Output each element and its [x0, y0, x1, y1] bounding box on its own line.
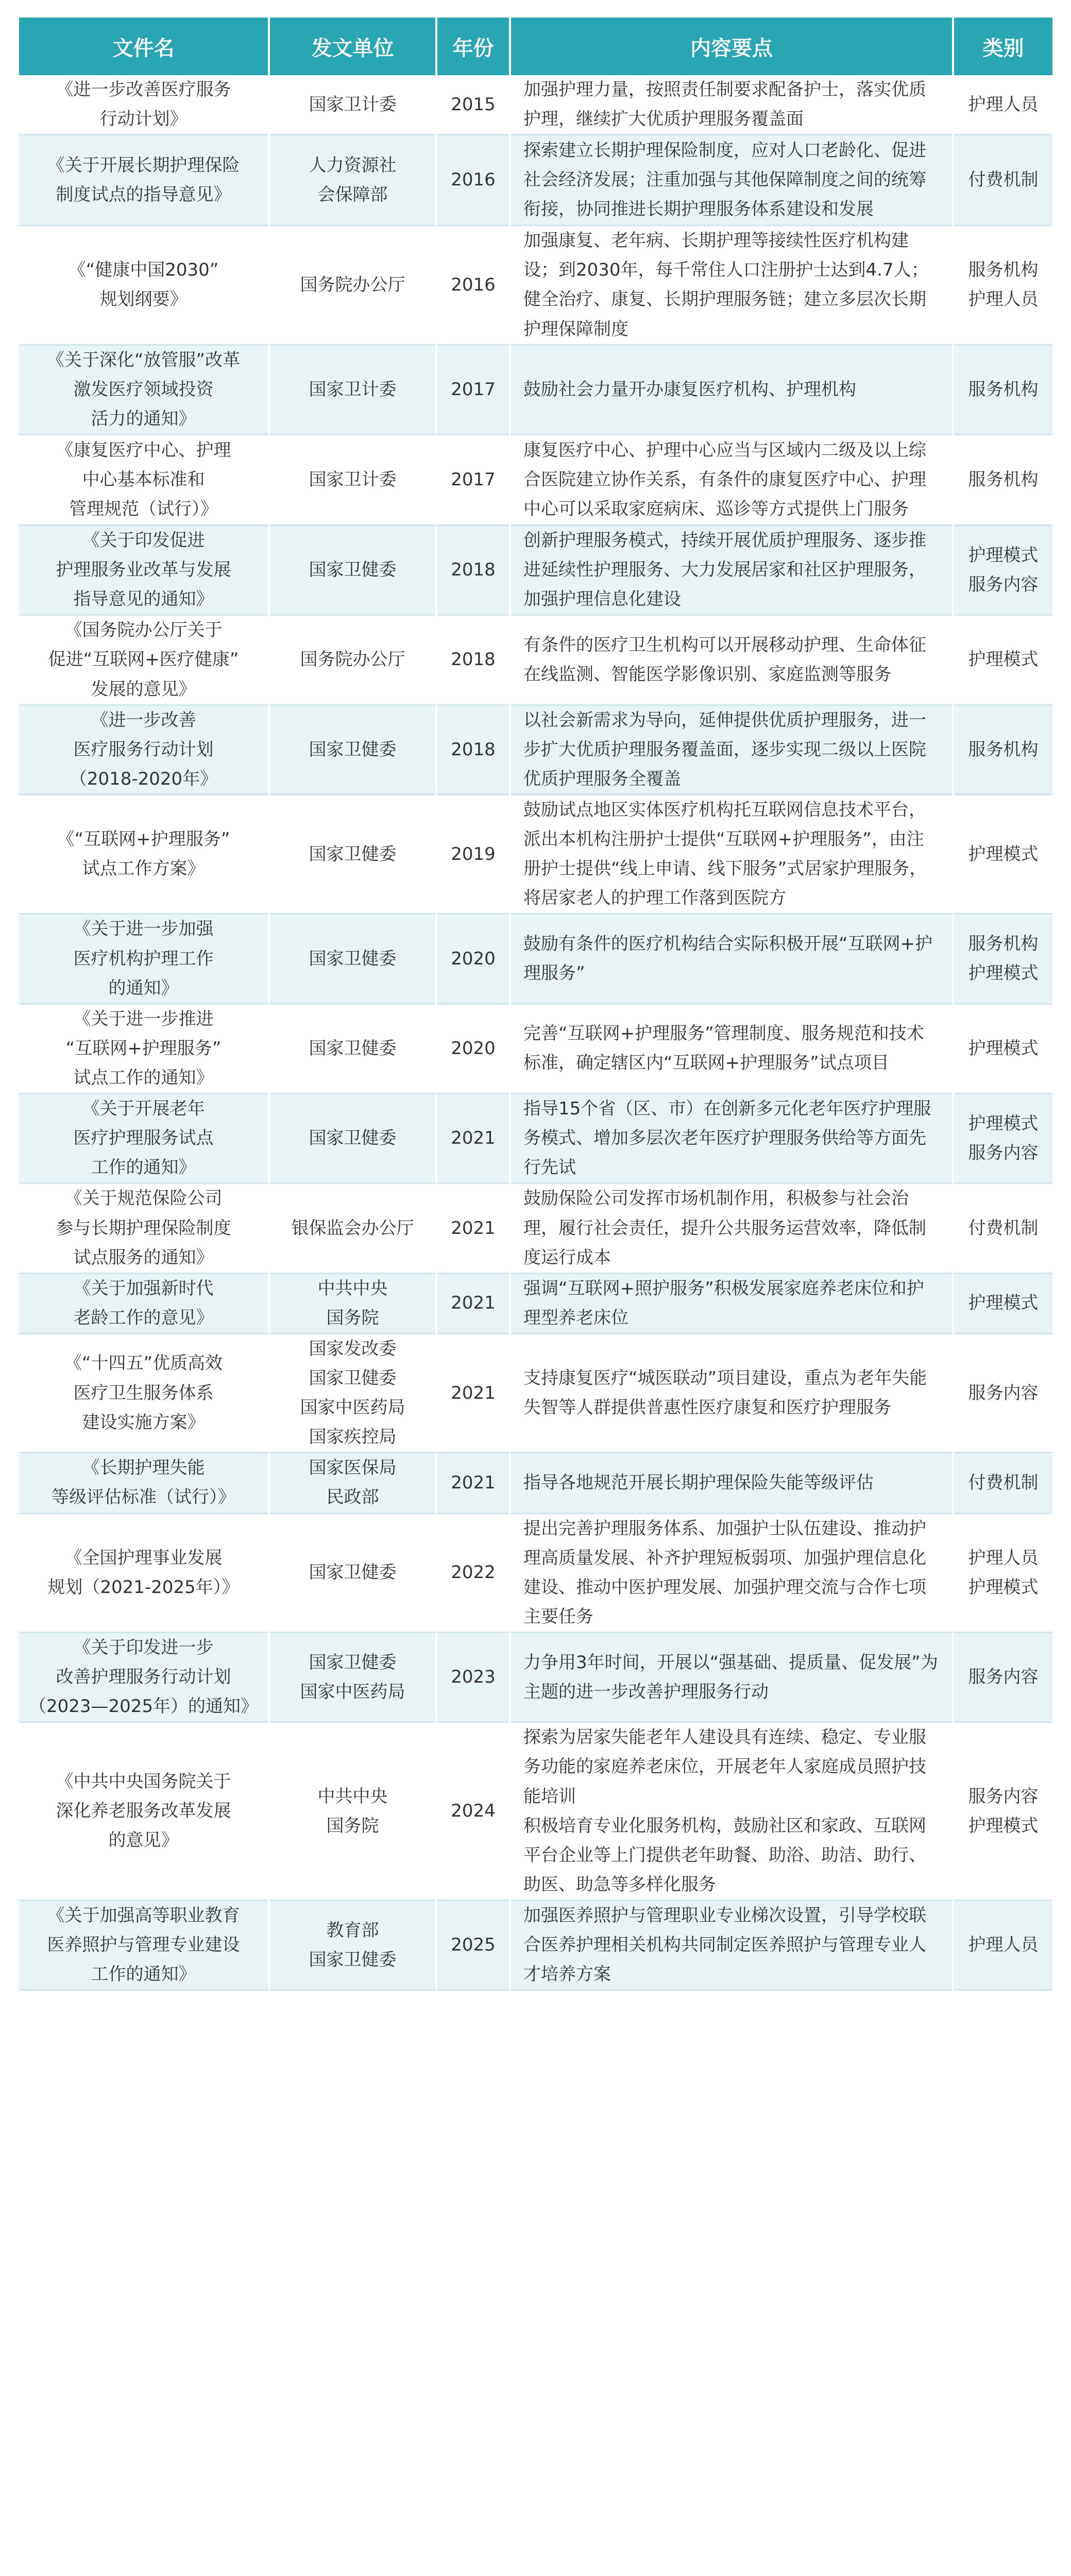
- issuer-cell: 国务院办公厅: [269, 615, 436, 705]
- issuer-cell: 中共中央 国务院: [269, 1722, 436, 1901]
- year-cell: 2021: [436, 1333, 510, 1452]
- year-cell: 2020: [436, 1004, 510, 1093]
- table-row: [19, 434, 1052, 525]
- key-points-cell: 指导15个省（区、市）在创新多元化老年医疗护理服务模式、增加多层次老年医疗护理服务供给等方面先行先试: [510, 1094, 953, 1183]
- category-cell: 护理模式: [953, 615, 1052, 705]
- category-cell: 服务机构: [953, 434, 1052, 525]
- key-points-cell: 探索为居家失能老年人建设具有连续、稳定、专业服务功能的家庭养老床位，开展老年人家庭成员照护技能培训 积极培育专业化服务机构，鼓励社区和家政、互联网平台企业等上门提供老年助餐、助浴、助洁、助行、助医、助急等多样化服务: [510, 1722, 953, 1901]
- table-row: [19, 794, 1052, 913]
- header-key-points: 内容要点: [510, 18, 953, 75]
- category-cell: 护理模式: [953, 794, 1052, 913]
- year-cell: 2016: [436, 135, 510, 226]
- policy-table: [19, 18, 1052, 1991]
- year-cell: 2021: [436, 1453, 510, 1513]
- issuer-cell: 国家卫健委: [269, 525, 436, 615]
- header-category: 类别: [953, 18, 1052, 75]
- issuer-cell: 国家卫健委: [269, 1513, 436, 1632]
- category-cell: 护理人员: [953, 75, 1052, 135]
- key-points-cell: 指导各地规范开展长期护理保险失能等级评估: [510, 1453, 953, 1513]
- file-name-cell: 《全国护理事业发展 规划（2021-2025年）》: [19, 1513, 269, 1632]
- table-row: [19, 1633, 1052, 1722]
- key-points-cell: 加强护理力量，按照责任制要求配备护士，落实优质护理，继续扩大优质护理服务覆盖面: [510, 75, 953, 135]
- category-cell: 护理人员: [953, 1901, 1052, 1990]
- category-cell: 护理模式: [953, 1004, 1052, 1093]
- key-points-cell: 支持康复医疗“城医联动”项目建设，重点为老年失能失智等人群提供普惠性医疗康复和医疗护理服务: [510, 1333, 953, 1452]
- issuer-cell: 银保监会办公厅: [269, 1183, 436, 1273]
- file-name-cell: 《关于进一步推进 “互联网+护理服务” 试点工作的通知》: [19, 1004, 269, 1093]
- category-cell: 服务内容: [953, 1633, 1052, 1722]
- category-cell: 服务内容: [953, 1333, 1052, 1452]
- file-name-cell: 《进一步改善医疗服务 行动计划》: [19, 75, 269, 135]
- file-name-cell: 《关于深化“放管服”改革 激发医疗领域投资 活力的通知》: [19, 345, 269, 434]
- file-name-cell: 《长期护理失能 等级评估标准（试行）》: [19, 1453, 269, 1513]
- table-row: [19, 1722, 1052, 1901]
- file-name-cell: 《进一步改善 医疗服务行动计划 （2018-2020年》: [19, 705, 269, 794]
- category-cell: 服务机构: [953, 345, 1052, 434]
- table-row: [19, 1004, 1052, 1093]
- table-row: [19, 1453, 1052, 1513]
- year-cell: 2021: [436, 1183, 510, 1273]
- file-name-cell: 《关于开展老年 医疗护理服务试点 工作的通知》: [19, 1094, 269, 1183]
- year-cell: 2025: [436, 1901, 510, 1990]
- issuer-cell: 国家卫计委: [269, 345, 436, 434]
- category-cell: 付费机制: [953, 1453, 1052, 1513]
- issuer-cell: 国家卫计委: [269, 434, 436, 525]
- key-points-cell: 强调“互联网+照护服务”积极发展家庭养老床位和护理型养老床位: [510, 1273, 953, 1333]
- year-cell: 2024: [436, 1722, 510, 1901]
- file-name-cell: 《关于加强新时代 老龄工作的意见》: [19, 1273, 269, 1333]
- issuer-cell: 国家卫健委: [269, 705, 436, 794]
- year-cell: 2022: [436, 1513, 510, 1632]
- year-cell: 2018: [436, 615, 510, 705]
- year-cell: 2019: [436, 794, 510, 913]
- year-cell: 2018: [436, 525, 510, 615]
- key-points-cell: 提出完善护理服务体系、加强护士队伍建设、推动护理高质量发展、补齐护理短板弱项、加强护理信息化建设、推动中医护理发展、加强护理交流与合作七项主要任务: [510, 1513, 953, 1632]
- category-cell: 付费机制: [953, 135, 1052, 226]
- table-body: [19, 75, 1052, 1990]
- issuer-cell: 国家卫健委: [269, 1004, 436, 1093]
- key-points-cell: 有条件的医疗卫生机构可以开展移动护理、生命体征在线监测、智能医学影像识别、家庭监测等服务: [510, 615, 953, 705]
- table-header-row: [19, 18, 1052, 75]
- table-row: [19, 1513, 1052, 1632]
- year-cell: 2021: [436, 1273, 510, 1333]
- category-cell: 护理模式 服务内容: [953, 1094, 1052, 1183]
- table-row: [19, 345, 1052, 434]
- table-row: [19, 75, 1052, 135]
- key-points-cell: 康复医疗中心、护理中心应当与区域内二级及以上综合医院建立协作关系，有条件的康复医疗中心、护理中心可以采取家庭病床、巡诊等方式提供上门服务: [510, 434, 953, 525]
- category-cell: 付费机制: [953, 1183, 1052, 1273]
- table-row: [19, 615, 1052, 705]
- key-points-cell: 力争用3年时间，开展以“强基础、提质量、促发展”为主题的进一步改善护理服务行动: [510, 1633, 953, 1722]
- key-points-cell: 鼓励社会力量开办康复医疗机构、护理机构: [510, 345, 953, 434]
- year-cell: 2017: [436, 434, 510, 525]
- file-name-cell: 《关于印发进一步 改善护理服务行动计划 （2023—2025年）的通知》: [19, 1633, 269, 1722]
- file-name-cell: 《“健康中国2030” 规划纲要》: [19, 226, 269, 345]
- header-issuer: 发文单位: [269, 18, 436, 75]
- year-cell: 2018: [436, 705, 510, 794]
- year-cell: 2017: [436, 345, 510, 434]
- category-cell: 护理模式: [953, 1273, 1052, 1333]
- category-cell: 服务机构: [953, 705, 1052, 794]
- issuer-cell: 教育部 国家卫健委: [269, 1901, 436, 1990]
- category-cell: 服务机构 护理人员: [953, 226, 1052, 345]
- file-name-cell: 《中共中央国务院关于 深化养老服务改革发展 的意见》: [19, 1722, 269, 1901]
- issuer-cell: 中共中央 国务院: [269, 1273, 436, 1333]
- table-row: [19, 1901, 1052, 1990]
- table-row: [19, 1094, 1052, 1183]
- file-name-cell: 《“十四五”优质高效 医疗卫生服务体系 建设实施方案》: [19, 1333, 269, 1452]
- issuer-cell: 国家卫健委: [269, 914, 436, 1004]
- file-name-cell: 《关于印发促进 护理服务业改革与发展 指导意见的通知》: [19, 525, 269, 615]
- year-cell: 2021: [436, 1094, 510, 1183]
- year-cell: 2015: [436, 75, 510, 135]
- file-name-cell: 《关于加强高等职业教育 医养照护与管理专业建设 工作的通知》: [19, 1901, 269, 1990]
- file-name-cell: 《“互联网+护理服务” 试点工作方案》: [19, 794, 269, 913]
- header-file-name: 文件名: [19, 18, 269, 75]
- table-row: [19, 1183, 1052, 1273]
- issuer-cell: 国家卫健委: [269, 794, 436, 913]
- issuer-cell: 国家医保局 民政部: [269, 1453, 436, 1513]
- key-points-cell: 完善“互联网+护理服务”管理制度、服务规范和技术标准，确定辖区内“互联网+护理服务”试点项目: [510, 1004, 953, 1093]
- issuer-cell: 国家卫健委: [269, 1094, 436, 1183]
- table-row: [19, 226, 1052, 345]
- file-name-cell: 《康复医疗中心、护理 中心基本标准和 管理规范（试行）》: [19, 434, 269, 525]
- category-cell: 服务机构 护理模式: [953, 914, 1052, 1004]
- year-cell: 2020: [436, 914, 510, 1004]
- file-name-cell: 《关于开展长期护理保险 制度试点的指导意见》: [19, 135, 269, 226]
- table-row: [19, 135, 1052, 226]
- key-points-cell: 以社会新需求为导向，延伸提供优质护理服务，进一步扩大优质护理服务覆盖面，逐步实现二级以上医院优质护理服务全覆盖: [510, 705, 953, 794]
- table-row: [19, 1333, 1052, 1452]
- table-row: [19, 914, 1052, 1004]
- table-row: [19, 705, 1052, 794]
- key-points-cell: 创新护理服务模式，持续开展优质护理服务、逐步推进延续性护理服务、大力发展居家和社区护理服务，加强护理信息化建设: [510, 525, 953, 615]
- year-cell: 2016: [436, 226, 510, 345]
- key-points-cell: 鼓励试点地区实体医疗机构托互联网信息技术平台，派出本机构注册护士提供“互联网+护理服务”，由注册护士提供“线上申请、线下服务”式居家护理服务，将居家老人的护理工作落到医院方: [510, 794, 953, 913]
- issuer-cell: 国家卫计委: [269, 75, 436, 135]
- header-year: 年份: [436, 18, 510, 75]
- file-name-cell: 《关于进一步加强 医疗机构护理工作 的通知》: [19, 914, 269, 1004]
- table-row: [19, 1273, 1052, 1333]
- issuer-cell: 国家卫健委 国家中医药局: [269, 1633, 436, 1722]
- key-points-cell: 加强医养照护与管理职业专业梯次设置，引导学校联合医养护理相关机构共同制定医养照护与管理专业人才培养方案: [510, 1901, 953, 1990]
- category-cell: 服务内容 护理模式: [953, 1722, 1052, 1901]
- category-cell: 护理模式 服务内容: [953, 525, 1052, 615]
- file-name-cell: 《国务院办公厅关于 促进“互联网+医疗健康” 发展的意见》: [19, 615, 269, 705]
- category-cell: 护理人员 护理模式: [953, 1513, 1052, 1632]
- year-cell: 2023: [436, 1633, 510, 1722]
- issuer-cell: 国家发改委 国家卫健委 国家中医药局 国家疾控局: [269, 1333, 436, 1452]
- table-row: [19, 525, 1052, 615]
- key-points-cell: 加强康复、老年病、长期护理等接续性医疗机构建设；到2030年，每千常住人口注册护士达到4.7人；健全治疗、康复、长期护理服务链；建立多层次长期护理保障制度: [510, 226, 953, 345]
- issuer-cell: 人力资源社 会保障部: [269, 135, 436, 226]
- file-name-cell: 《关于规范保险公司 参与长期护理保险制度 试点服务的通知》: [19, 1183, 269, 1273]
- issuer-cell: 国务院办公厅: [269, 226, 436, 345]
- key-points-cell: 鼓励有条件的医疗机构结合实际积极开展“互联网+护理服务”: [510, 914, 953, 1004]
- key-points-cell: 探索建立长期护理保险制度，应对人口老龄化、促进社会经济发展；注重加强与其他保障制度之间的统筹衔接，协同推进长期护理服务体系建设和发展: [510, 135, 953, 226]
- key-points-cell: 鼓励保险公司发挥市场机制作用，积极参与社会治理，履行社会责任，提升公共服务运营效率，降低制度运行成本: [510, 1183, 953, 1273]
